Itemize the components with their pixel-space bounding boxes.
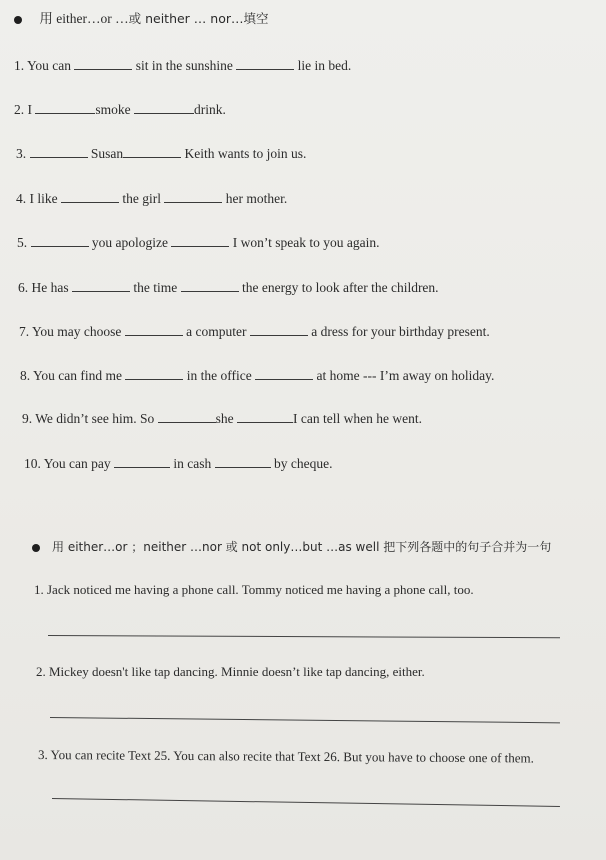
- item-text: you apologize: [91, 235, 168, 250]
- item-number: 1.: [14, 58, 25, 73]
- fill-blank-item-3: [16, 145, 306, 162]
- item-number: 8.: [20, 368, 31, 383]
- item-text: the time: [133, 280, 178, 295]
- blank-8a[interactable]: [125, 367, 183, 380]
- item-number: 1.: [34, 582, 44, 597]
- section2-title: 用 either…or ；neither …nor 或 not only…but …as well 把下列各题中的句子合并为一句: [52, 540, 552, 554]
- section1-title-en: 用 either…or …: [39, 11, 129, 26]
- fill-blank-item-4: [16, 190, 287, 207]
- item-text: the energy to look after the children.: [242, 280, 439, 295]
- blank-6b[interactable]: [181, 279, 239, 292]
- item-text: smoke: [95, 102, 131, 117]
- blank-2b[interactable]: [134, 101, 194, 114]
- item-text: by cheque.: [274, 456, 333, 471]
- blank-5a[interactable]: [31, 234, 89, 247]
- item-text: the girl: [122, 191, 161, 206]
- blank-1b[interactable]: [236, 57, 294, 70]
- item-number: 2.: [14, 102, 25, 117]
- item-text: in cash: [173, 456, 212, 471]
- section2-heading: [32, 539, 551, 555]
- section1-title-cn: 或 neither … nor…填空: [128, 11, 269, 26]
- blank-2a[interactable]: [35, 101, 95, 114]
- item-number: 3.: [37, 747, 48, 763]
- blank-3b[interactable]: [123, 145, 181, 158]
- item-text: Susan: [90, 146, 124, 161]
- combine-item-1: [34, 582, 474, 598]
- fill-blank-item-2: [14, 101, 226, 118]
- item-text: Jack noticed me having a phone call. Tommy noticed me having a phone call, too.: [47, 582, 474, 597]
- answer-line-2[interactable]: [50, 717, 560, 723]
- combine-item-3: [38, 747, 534, 766]
- fill-blank-item-7: [19, 323, 490, 340]
- item-number: 3.: [16, 146, 27, 161]
- item-text: Keith wants to join us.: [184, 146, 307, 161]
- fill-blank-item-8: [20, 367, 494, 384]
- item-text: You can recite Text 25. You can also recite that Text 26. But you have to choose one of them.: [50, 747, 534, 766]
- item-text: I can tell when he went.: [293, 411, 422, 426]
- blank-10a[interactable]: [114, 455, 170, 468]
- item-text: You can pay: [43, 456, 111, 471]
- item-text: He has: [31, 280, 69, 295]
- blank-10b[interactable]: [215, 455, 271, 468]
- bullet-icon: [14, 16, 22, 24]
- item-text: We didn’t see him. So: [35, 411, 155, 426]
- item-text: I won’t speak to you again.: [232, 235, 380, 250]
- blank-8b[interactable]: [255, 367, 313, 380]
- item-number: 6.: [18, 280, 29, 295]
- item-text: her mother.: [225, 191, 288, 206]
- fill-blank-item-5: [17, 234, 379, 251]
- answer-line-1[interactable]: [48, 635, 560, 638]
- answer-line-3[interactable]: [52, 798, 560, 807]
- item-text: she: [215, 411, 234, 426]
- bullet-icon: [32, 544, 40, 552]
- fill-blank-item-9: [22, 410, 422, 427]
- fill-blank-item-10: [24, 455, 332, 472]
- item-text: Mickey doesn't like tap dancing. Minnie doesn’t like tap dancing, either.: [49, 664, 425, 679]
- blank-4b[interactable]: [164, 190, 222, 203]
- section1-heading: [14, 11, 268, 27]
- blank-4a[interactable]: [61, 190, 119, 203]
- blank-6a[interactable]: [72, 279, 130, 292]
- item-text: a dress for your birthday present.: [311, 324, 490, 339]
- fill-blank-item-6: [18, 279, 439, 296]
- blank-9a[interactable]: [158, 410, 216, 423]
- blank-7a[interactable]: [125, 323, 183, 336]
- item-text: You may choose: [32, 324, 122, 339]
- item-text: drink.: [194, 102, 226, 117]
- blank-3a[interactable]: [30, 145, 88, 158]
- item-number: 2.: [36, 664, 46, 679]
- blank-5b[interactable]: [171, 234, 229, 247]
- blank-9b[interactable]: [237, 410, 293, 423]
- item-text: at home --- I’m away on holiday.: [316, 368, 495, 383]
- item-number: 9.: [22, 411, 33, 426]
- item-text: lie in bed.: [297, 58, 352, 73]
- item-number: 10.: [24, 456, 41, 471]
- fill-blank-item-1: [14, 57, 351, 74]
- item-number: 4.: [16, 191, 27, 206]
- blank-1a[interactable]: [74, 57, 132, 70]
- item-number: 7.: [19, 324, 30, 339]
- item-text: You can find me: [33, 368, 122, 383]
- item-text: a computer: [186, 324, 247, 339]
- item-text: You can: [27, 58, 72, 73]
- blank-7b[interactable]: [250, 323, 308, 336]
- item-text: I: [27, 102, 32, 117]
- combine-item-2: [36, 664, 425, 680]
- item-text: in the office: [186, 368, 252, 383]
- item-text: I like: [29, 191, 58, 206]
- item-text: sit in the sunshine: [135, 58, 233, 73]
- item-number: 5.: [17, 235, 28, 250]
